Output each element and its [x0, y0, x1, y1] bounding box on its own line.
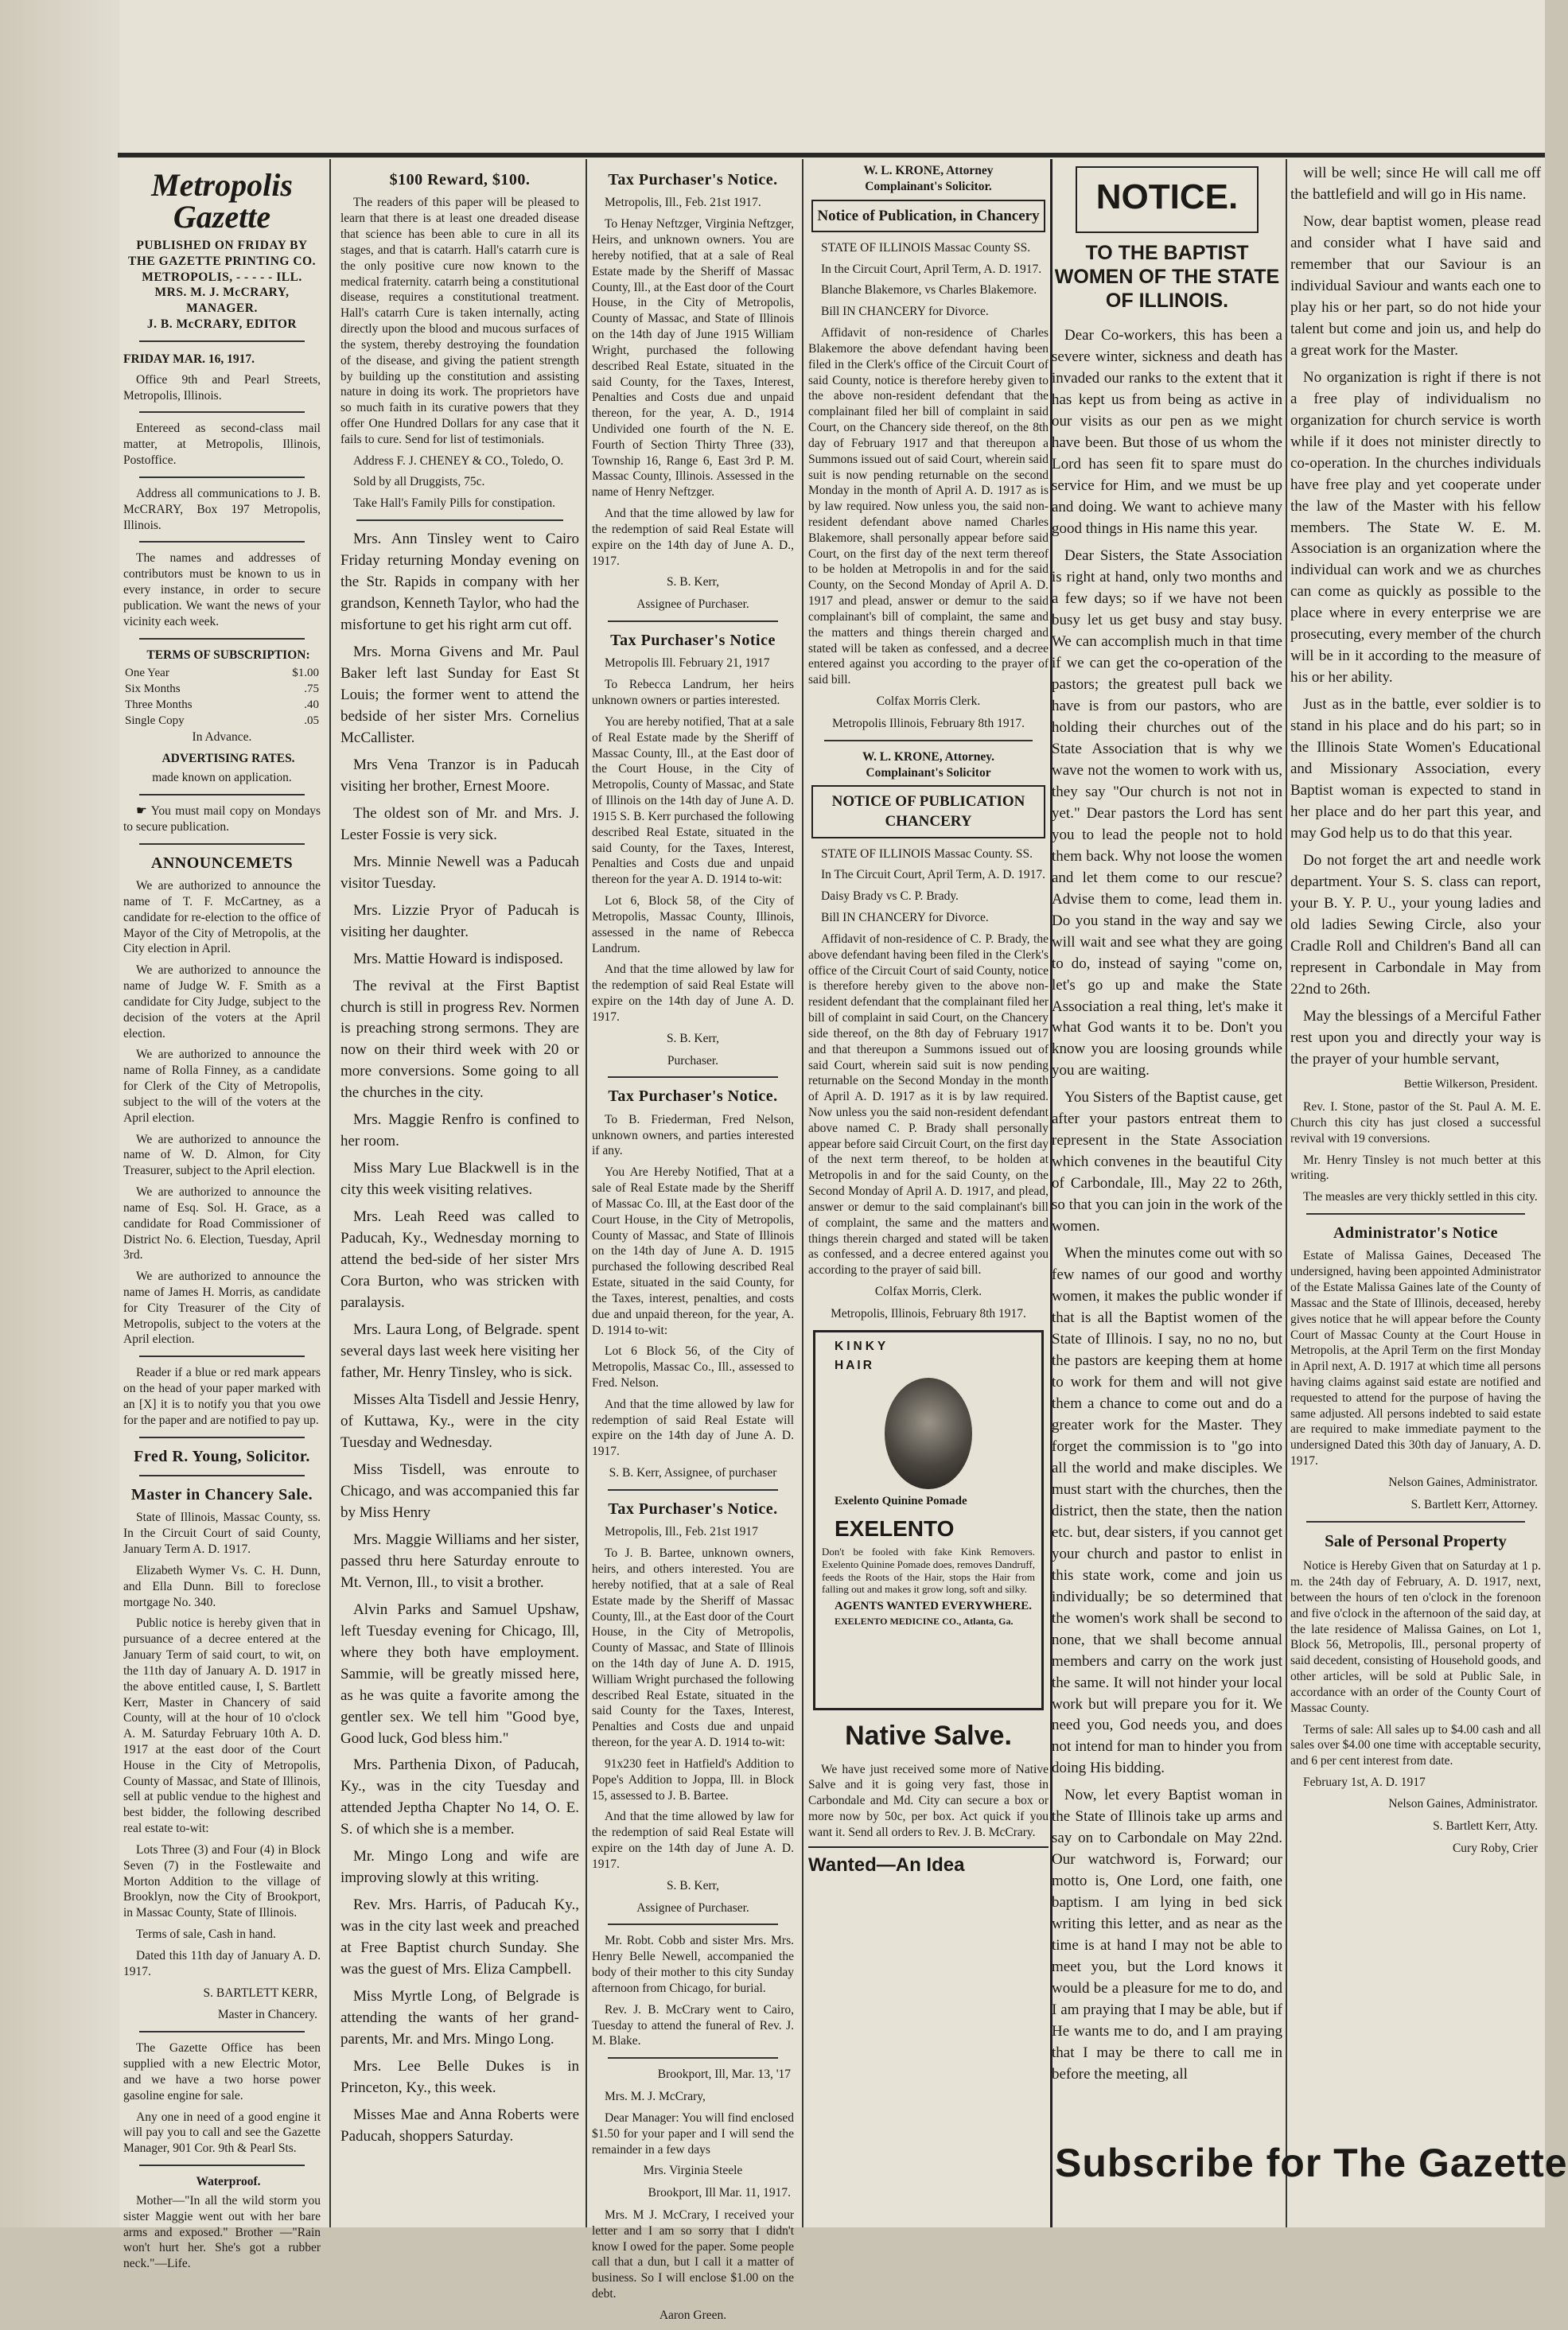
tax-para: To B. Friederman, Fred Nelson, unknown owners, and parties interested if any.	[592, 1112, 794, 1158]
publication-para: Blanche Blakemore, vs Charles Blakemore.	[821, 283, 1037, 298]
term-value: .05	[304, 714, 319, 727]
announcement: We are authorized to announce the name of Judge W. F. Smith as a candidate for City Judge, subject to the decision of the voters at the April election.	[123, 963, 321, 1041]
administrator-title: Administrator's Notice	[1333, 1223, 1499, 1242]
notice-para: Dear Co-workers, this has been a severe winter, sickness and death has invaded our ranks to the extent that it has kept us from being as active in our visits as our pen as we might have been. But those of us whom the Lord has seen fit to spare must do service for Him, and we must be up and doing. We want to achieve many good things in His name this year.	[1052, 327, 1282, 538]
pub-line: PUBLISHED ON FRIDAY BY	[136, 239, 308, 252]
divider	[139, 2031, 305, 2032]
notice-para: will be well; since He will call me off the battlefield and will go in His name.	[1290, 165, 1541, 203]
chancery-para: Elizabeth Wymer Vs. C. H. Dunn, and Ella Dunn. Bill to foreclose mortgage No. 340.	[123, 1563, 321, 1609]
publication-title: Notice of Publication, in Chancery	[811, 200, 1045, 232]
announcement: We are authorized to announce the name of Esq. Sol. H. Grace, as a candidate for Road Commissioner of District No. 6. Election, Tuesday, April 3rd.	[123, 1185, 321, 1262]
page-margin	[0, 0, 119, 2227]
ad-title: KINKY	[835, 1339, 889, 1353]
tax-para: 91x230 feet in Hatfield's Addition to Pope's Addition to Joppa, Ill. in Block 15, assessed to J. B. Bartee.	[592, 1756, 794, 1803]
local-item: Mrs. Laura Long, of Belgrade. spent several days last week here visiting her father, Mr. Henry Tinsley, who is sick.	[340, 1321, 579, 1381]
local-item: Mr. Henry Tinsley is not much better at this writing.	[1290, 1153, 1541, 1183]
ad-title: HAIR	[835, 1358, 874, 1372]
notice-para: Just as in the battle, ever soldier is to stand in his place and do his part; so in the Illinois State Women's Educational and Missionary Association, every Baptist woman is expected to stand in her place and do her part this year, and may God help us to do that this year.	[1290, 696, 1541, 842]
announcement: We are authorized to announce the name of T. F. McCartney, as a candidate for re-election to the office of Mayor of the City of Metropolis, at the City election in April.	[123, 879, 321, 956]
term-value: .75	[304, 683, 319, 696]
reward-title: $100 Reward, $100.	[389, 171, 531, 189]
local-item: Rev. J. B. McCrary went to Cairo, Tuesday to attend the funeral of Rev. J. M. Blake.	[592, 2002, 794, 2048]
masthead: Metropolis Gazette	[151, 167, 293, 235]
publication-para: STATE OF ILLINOIS Massac County SS.	[821, 240, 1031, 255]
divider	[139, 638, 305, 640]
tax-para: And that the time allowed by law for redemption of said Real Estate will expire on the 14th day of June A. D. 1917.	[592, 1397, 794, 1459]
divider	[139, 477, 305, 478]
publication-para: Affidavit of non-residence of Charles Blakemore the above defendant having been filed in the Clerk's office of the Circuit Court of said County, notice is therefore hereby given to the above non-resident defendant that the complainant filed her bill of complaint in said Court, on the Chancery side thereof, on the 8th day of February 1917 and that thereupon a Summons issued out of said Court, wherein said suit is now pending returnable on the second Monday in the month of April A. D. 1917 as is by law required. Now unless you, the said non-resident defendant above named Charles Blakemore, shall personally appear before said Court, on the first day of the next term thereof to be holden at Metropolis in and for the said County, on the Second Monday of April A. D. 1917 and plead, answer or demur to the said complainant's bill of complaint, the same and the matters and things therein charged and stated will be taken as confessed, and a decree entered against you according to the prayer of said bill.	[808, 326, 1049, 687]
tax-para: And that the time allowed by law for the redemption of said Real Estate will expire on the 14th day of June A. D., 1917.	[592, 507, 794, 568]
announcement: We are authorized to announce the name of James H. Morris, as candidate for City Treasurer of the City of Metropolis, subject to the voters at the April election.	[123, 1270, 321, 1347]
local-item: Mrs. Morna Givens and Mr. Paul Baker left last Sunday for East St Louis; the former went to attend the bedside of her sister Mrs. Cornelius McCallister.	[340, 643, 579, 746]
chancery-para: Terms of sale, Cash in hand.	[136, 1927, 276, 1942]
tax-para: Metropolis, Ill., Feb. 21st 1917	[605, 1525, 758, 1539]
term-label: Three Months	[125, 698, 193, 711]
office-address: Office 9th and Pearl Streets, Metropolis, Illinois.	[123, 372, 321, 403]
chancery-para: Dated this 11th day of January A. D. 1917.	[123, 1948, 321, 1978]
local-item: Mrs Vena Tranzor is in Paducah visiting her brother, Ernest Moore.	[340, 756, 579, 795]
chancery-para: Public notice is hereby given that in pursuance of a decree entered at the January Term of said court, to wit, on the 11th day of January A. D. 1917 in the above entitled cause, I, S. Bartlett Kerr, Master in Chancery of said County, will at the hour of 10 o'clock A. M. Saturday February 10th A. D. 1917 at the east door of the Court House in the City of Metropolis, County of Massac, and State of Illinois, sell at public vendue to the highest and best bidder, the following described real estate to-wit:	[123, 1616, 321, 1836]
term-label: Six Months	[125, 683, 181, 696]
column-rule	[802, 159, 803, 2227]
signature: Colfax Morris Clerk.	[876, 694, 981, 709]
contributors-note: The names and addresses of contributors must be known to us in every instance, in order to secure publication. We want the news of your vicinity each week.	[123, 551, 321, 628]
column-rule	[1286, 159, 1287, 2227]
ad-company: EXELENTO MEDICINE CO., Atlanta, Ga.	[835, 1615, 1014, 1627]
column-3	[592, 163, 794, 2330]
reward-para: Sold by all Druggists, 75c.	[353, 475, 485, 489]
table-row	[123, 666, 321, 682]
tax-notice-title: Tax Purchaser's Notice.	[608, 1087, 778, 1106]
local-item: Mrs. Mattie Howard is indisposed.	[353, 950, 563, 967]
attorney-name: W. L. KRONE, Attorney	[863, 164, 994, 177]
signature: S. B. Kerr, Assignee, of purchaser	[609, 1466, 777, 1480]
wanted-ad: Wanted—An Idea	[808, 1846, 1049, 1878]
column-6	[1290, 163, 1541, 1862]
sale-title: Sale of Personal Property	[1325, 1531, 1507, 1550]
pub-line: THE GAZETTE PRINTING CO.	[128, 254, 316, 268]
notice-box	[1076, 166, 1259, 233]
admin-text: Estate of Malissa Gaines, Deceased The undersigned, having been appointed Administrator of the Estate Malissa Gaines late of the County of Massac and the State of Illinois, deceased, hereby gives notice that he will appear before the County Court of Massac County at the Court House in Metropolis, at the April Term on the first Monday in April next, A. D. 1917 at which time all persons having claims against said estate are notified and requested to attend for the purpose of having the same adjusted. All persons indebted to said estate are required to make immediate payment to the undersigned Dated this 30th day of January, A. D. 1917.	[1290, 1249, 1541, 1468]
letter-signature: Mrs. Virginia Steele	[643, 2164, 743, 2178]
top-rule	[118, 153, 1545, 158]
column-rule	[329, 159, 331, 2227]
publication-title: NOTICE OF PUBLICATION CHANCERY	[811, 785, 1045, 838]
attorney-name: W. L. KRONE, Attorney.	[862, 749, 995, 764]
signature: S. B. Kerr,	[666, 1031, 720, 1045]
tax-para: To Henay Neftzger, Virginia Neftzger, Heirs, and unknown owners. You are hereby notified, that at a sale of Real Estate made by the Sheriff of Massac County, Ill., at the East door of the Court House, in the City of Metropolis, County of Massac, and State of Illinois on the 14th day of June 1915 William Wright, purchased the following described Real Estate, situated in the said County, for the Taxes, Interest, Penalties and Costs due and unpaid thereon, for the year, A. D., 1914 Undivided one fourth of the N. E. Fourth of Section Thirty Three (33), Township 16, Range 6, East 3rd P. M. Massac County, Illinois. Assessed in the name of Henry Neftzger.	[592, 217, 794, 500]
ad-tagline: Exelento Quinine Pomade	[835, 1495, 967, 1508]
local-item: Mrs. Ann Tinsley went to Cairo Friday returning Monday evening on the Str. Rapids in company with her grandson, Kenneth Taylor, who had the misfortune to get his right arm cut off.	[340, 531, 579, 633]
sale-terms: Terms of sale: All sales up to $4.00 cash and all sales over $4.00 one time with acceptable security, and 6 per cent interest from date.	[1290, 1722, 1541, 1768]
divider	[1306, 1521, 1525, 1523]
pub-line: METROPOLIS, - - - - - ILL.	[142, 270, 302, 284]
notice-para: You Sisters of the Baptist cause, get after your pastors entreat them to represent in the State Association which convenes in the beautiful City of Carbondale, Ill., May 22 to 26th, so that you can join in the work of the women.	[1052, 1089, 1282, 1235]
local-item: Rev. I. Stone, pastor of the St. Paul A. M. E. Church this city has just closed a successful revival with 19 conversions.	[1290, 1100, 1541, 1146]
local-item: Mrs. Maggie Renfro is confined to her room.	[340, 1111, 579, 1150]
subscribe-banner: Subscribe for The Gazette	[1055, 2141, 1568, 2185]
letter-heading: Brookport, Ill, Mar. 13, '17	[657, 2067, 791, 2082]
notice-para: Now, let every Baptist woman in the State of Illinois take up arms and say on to Carbondale on May 22nd. Our watchword is, Forward; our motto is, One Lord, one faith, one baptism. I am lying in bed sick writing this letter, and as near as the time is at hand I may not be able to meet you, but the Lord knows it would be a pleasure for me to do, and I am praying that I may be able, but if He wants me to do, and I am praying that I may be there to call me in before the meeting, all	[1052, 1787, 1282, 2083]
divider	[139, 2165, 305, 2166]
announcement: We are authorized to announce the name of W. D. Almon, for City Treasurer, subject to the April election.	[123, 1132, 321, 1178]
ad-brand: EXELENTO	[835, 1515, 955, 1541]
signature: Cury Roby, Crier	[1452, 1841, 1538, 1855]
publication-para: STATE OF ILLINOIS Massac County. SS.	[821, 846, 1033, 861]
local-item: Mrs. Lee Belle Dukes is in Princeton, Ky., this week.	[340, 2058, 579, 2097]
local-item: The oldest son of Mr. and Mrs. J. Lester Fossie is very sick.	[340, 804, 579, 843]
publication-para: Daisy Brady vs C. P. Brady.	[821, 889, 959, 904]
signature: Purchaser.	[667, 1053, 719, 1068]
advance-note: In Advance.	[192, 729, 252, 744]
subscription-table	[123, 666, 321, 729]
signature: Metropolis Illinois, February 8th 1917.	[832, 716, 1025, 730]
local-item: Mrs. Minnie Newell was a Paducah visitor Tuesday.	[340, 853, 579, 892]
signature: Nelson Gaines, Administrator.	[1388, 1796, 1538, 1811]
adv-rates-title: ADVERTISING RATES.	[161, 752, 295, 766]
reward-para: The readers of this paper will be pleased to learn that there is at least one dreaded disease that science has been able to cure in all its stages, and that is catarrh. Hall's catarrh cure is the only positive cure now known to the medical fraternity. catarrh being a constitutional disease, requires a constitutional treatment. Hall's catarrh Cure is taken internally, acting directly upon the blood and mucous surfaces of the system, thereby destroying the foundation of the disease, and giving the patient strength by building up the constitution and assisting nature in doing its work. The proprietors have so much faith in its curative powers that they offer One Hundred Dollars for any case that it fails to cure. Send for list of testimonials.	[340, 196, 579, 446]
local-item: Mrs. Maggie Williams and her sister, passed thru here Saturday enroute to Mt. Vernon, Ill., to visit a brother.	[340, 1531, 579, 1591]
engine-note: Any one in need of a good engine it will pay you to call and see the Gazette Manager, 901 Cor. 9th & Pearl Sts.	[123, 2110, 321, 2156]
waterproof-title: Waterproof.	[196, 2175, 261, 2189]
tax-notice-title: Tax Purchaser's Notice	[610, 632, 776, 650]
publication-para: Bill IN CHANCERY for Divorce.	[821, 911, 989, 925]
tax-para: And that the time allowed by law for the redemption of said Real Estate will expire on the 14th day of June A. D. 1917.	[592, 963, 794, 1024]
publication-para: In the Circuit Court, April Term, A. D. 1917.	[821, 262, 1042, 276]
local-item: Miss Mary Lue Blackwell is in the city this week visiting relatives.	[340, 1160, 579, 1199]
tax-para: Lot 6 Block 56, of the City of Metropolis, Massac Co., Ill., assessed to Fred. Nelson.	[592, 1344, 794, 1390]
notice-para: May the blessings of a Merciful Father rest upon you and directly your way is the prayer of your humble servant,	[1290, 1007, 1541, 1068]
ad-agents: AGENTS WANTED EVERYWHERE.	[835, 1599, 1032, 1612]
issue-date: FRIDAY MAR. 16, 1917.	[123, 352, 255, 366]
divider	[139, 1356, 305, 1357]
divider	[139, 843, 305, 845]
table-row	[123, 714, 321, 729]
divider	[139, 340, 305, 342]
notice-para: Now, dear baptist women, please read and consider what I have said and remember that our Saviour is an individual Saviour and wants each one to play his or her part, so do not hide your talent but come and join us, and help do a great work for the Master.	[1290, 212, 1541, 359]
column-4	[808, 163, 1049, 1877]
column-rule	[586, 159, 587, 2227]
signature: Assignee of Purchaser.	[636, 1900, 749, 1915]
local-item: Mr. Mingo Long and wife are improving slowly at this writing.	[340, 1848, 579, 1887]
notice-para: Do not forget the art and needle work department. Your S. S. class can report, your B. Y. P. U., your young ladies and old ladies Sewing Circle, also your Cradle Roll and Children's Band all can represent in Carbondale in May from 22nd to 26th.	[1290, 852, 1541, 998]
chancery-title: Master in Chancery Sale.	[130, 1486, 313, 1503]
publication-para: Bill IN CHANCERY for Divorce.	[821, 305, 989, 319]
divider	[608, 1489, 778, 1491]
signature: S. Bartlett Kerr, Attorney.	[1410, 1497, 1538, 1511]
divider	[608, 620, 778, 622]
reward-para: Take Hall's Family Pills for constipation.	[353, 496, 555, 511]
column-1	[123, 163, 321, 2277]
local-item: Mrs. Leah Reed was called to Paducah, Ky., Wednesday morning to attend the bed-side of her sister Mrs Cora Burton, who was stricken with paralaysis.	[340, 1208, 579, 1312]
kinky-hair-ad	[813, 1330, 1044, 1710]
term-label: One Year	[125, 667, 169, 680]
local-item: Misses Alta Tisdell and Jessie Henry, of Kuttawa, Ky., were in the city Tuesday and Wednesday.	[340, 1391, 579, 1451]
divider	[356, 519, 563, 521]
sale-date: February 1st, A. D. 1917	[1303, 1776, 1426, 1790]
letter-body: Mrs. M J. McCrary, I received your letter and I am so sorry that I didn't know I owed for the paper. Some people call that a dun, but I call it a matter of business. So I will enclose $1.00 on the debt.	[592, 2208, 794, 2301]
terms-title: TERMS OF SUBSCRIPTION:	[146, 648, 310, 662]
notice-para: No organization is right if there is not a free play of individualism no organization for church service is worth while if it does not minister directly to co-operation. In the churches individuals have free play and yet cooperate under the law of the Master with his fellow members. The State W. E. M. Association is an organization where the individual can work and we as churches can come as quickly as possible to the place where in every enterprise we are prosecuting, every member of the church will be in it according to the measure of his or her ability.	[1290, 368, 1541, 687]
solicitor-name: Fred R. Young, Solicitor.	[134, 1447, 310, 1465]
solicitor-title: Complainant's Solicitor.	[865, 179, 992, 193]
divider	[608, 1076, 778, 1078]
reader-notice: Reader if a blue or red mark appears on the head of your paper marked with an [X] it is to notify you that you owe for the paper and are notified to pay up.	[123, 1366, 321, 1427]
local-item: Mrs. Lizzie Pryor of Paducah is visiting her daughter.	[340, 901, 579, 940]
local-item: Miss Tisdell, was enroute to Chicago, and was accompanied this far by Miss Henry	[340, 1461, 579, 1521]
divider	[608, 1924, 778, 1925]
letter-heading: Brookport, Ill Mar. 11, 1917.	[648, 2186, 791, 2200]
signature: S. B. Kerr,	[666, 1878, 720, 1892]
column-2	[340, 163, 579, 2153]
divider	[139, 541, 305, 543]
signature: Bettie Wilkerson, President.	[1403, 1077, 1538, 1091]
tax-para: Metropolis Ill. February 21, 1917	[605, 656, 770, 671]
divider	[139, 411, 305, 413]
notice-para: When the minutes come out with so few names of our good and worthy women, it makes the public wonder if that is all the Baptist women of the State of Illinois. I say, no no no, but the pastors are keeping them at home to work for them and will not give them a chance to come out and do a greater work for the Master. They forget the commission is to "go into all the world and make disciples. We must start with the churches, then the district, then the state, then the nation etc. but, dear sisters, if you cannot get your church and pastor to enlist in this state work, come and join us individually; be so determined that the women's work shall be second to none, that we shall become annual members and carry on the work just the same. It will not hinder your local work but will prepare you for it. We need you, God needs you, and does not intend for man to hinder you from doing His bidding.	[1052, 1245, 1282, 1777]
ad-body: Don't be fooled with fake Kink Removers. Exelento Quinine Pomade does, removes Dandruff, feeds the Roots of the Hair, stops the Hair from falling out and makes it grow long, soft and silky.	[822, 1546, 1035, 1596]
notice-subtitle: TO THE BAPTIST WOMEN OF THE STATE OF ILLINOIS.	[1054, 242, 1280, 313]
letter-body: Dear Manager: You will find enclosed $1.50 for your paper and I will send the remainder in a few days	[592, 2110, 794, 2157]
term-value: .40	[304, 698, 319, 711]
divider	[824, 740, 1033, 741]
local-item: The measles are very thickly settled in this city.	[1303, 1190, 1538, 1204]
signature: Nelson Gaines, Administrator.	[1388, 1475, 1538, 1489]
pub-line: J. B. McCRARY, EDITOR	[146, 317, 298, 332]
publication-para: Affidavit of non-residence of C. P. Brady, the above defendant having been filed in the Clerk's office of the Circuit Court of said County, notice is therefore hereby given to the above non-resident defendant that the complainant filed her bill of complaint in said Court, on the Chancery side thereof, on the 8th day of February 1917 and that thereupon a Summons issued out of said Court, wherein said suit is now pending returnable on the Second Monday in the month of April A. D. 1917 as it is by law required. Now unless you the said non-resident defendant above named C. P. Brady shall personally appear before said Circuit Court, on the first day of the next term thereof, to be holden at Metropolis in and for the said County, on the Second Monday of April A. D. 1917, and plead, answer or demur to the said complainant's bill of complaint, the same and the matters and things therein charged and stated will be taken as confessed, and a decree entered against you according to the prayer of said bill.	[808, 932, 1049, 1278]
entered-note: Entereed as second-class mail matter, at Metropolis, Illinois, Postoffice.	[123, 422, 321, 468]
signature: Assignee of Purchaser.	[636, 597, 749, 612]
adv-rates-note: made known on application.	[152, 771, 292, 785]
motor-note: The Gazette Office has been supplied with a new Electric Motor, and we have a two horse power gasoline engine for sale.	[123, 2041, 321, 2102]
divider	[139, 1475, 305, 1476]
chancery-para: State of Illinois, Massac County, ss. In the Circuit Court of said County, January Term A. D. 1917.	[123, 1511, 321, 1557]
local-item: Mr. Robt. Cobb and sister Mrs. Mrs. Henry Belle Newell, accompanied the body of their mother to this city Sunday afternoon from Chicago, for burial.	[592, 1934, 794, 1995]
tax-para: Metropolis, Ill., Feb. 21st 1917.	[605, 196, 761, 210]
native-salve-title: Native Salve.	[845, 1720, 1012, 1751]
chancery-para: Lots Three (3) and Four (4) in Block Seven (7) in the Fostlewaite and Morton Addition to the village of Brooklyn, now the City of Brookport, in Massac County, State of Illinois.	[123, 1842, 321, 1920]
signature: Metropolis, Illinois, February 8th 1917.	[831, 1306, 1026, 1321]
tax-para: Lot 6, Block 58, of the City of Metropolis, Massac County, Illinois, assessed in the name of Rebecca Landrum.	[592, 894, 794, 955]
waterproof-joke: Mother—"In all the wild storm you sister Maggie went out with her bare arms and exposed." Brother —"Rain won't hurt her. She's got a rubber neck."—Life.	[123, 2193, 321, 2271]
local-item: The revival at the First Baptist church is still in progress Rev. Normen is preaching strong sermons. They are now on their third week with 20 or more conversions. Some going to all the churches in the city.	[340, 977, 579, 1102]
local-item: Mrs. Parthenia Dixon, of Paducah, Ky., was in the city Tuesday and attended Jeptha Chapter No 14, O. E. S. of which she is a member.	[340, 1756, 579, 1838]
tax-para: And that the time allowed by law for the redemption of said Real Estate will expire on the 14th day of June A. D. 1917.	[592, 1810, 794, 1871]
divider	[139, 1437, 305, 1438]
mail-note-text: You must mail copy on Mondays to secure publication.	[123, 804, 321, 834]
tax-notice-title: Tax Purchaser's Notice.	[608, 1500, 778, 1518]
divider	[1306, 1213, 1525, 1215]
reward-para: Address F. J. CHENEY & CO., Toledo, O.	[353, 453, 564, 468]
signature: S. Bartlett Kerr, Atty.	[1433, 1818, 1538, 1833]
portrait-image	[885, 1378, 972, 1489]
tax-para: To Rebecca Landrum, her heirs unknown owners or parties interested.	[592, 678, 794, 708]
divider	[608, 2057, 778, 2059]
local-item: Misses Mae and Anna Roberts were Paducah, shoppers Saturday.	[340, 2106, 579, 2145]
mail-note	[123, 803, 321, 835]
column-5	[1052, 163, 1282, 2091]
tax-para: You Are Hereby Notified, That at a sale of Real Estate made by the Sheriff of Massac Co. Ill, at the East door of the Court House, in the City of Metropolis, County of Massac, and State of Illinois on the 14th day of June A. D. 1915 purchased the following described Real Estate, situated in the said County, for the Taxes, interest, penalties, and costs due and unpaid thereon, for the year, A. D. 1914 to-wit:	[592, 1165, 794, 1337]
signature: Colfax Morris, Clerk.	[874, 1285, 982, 1299]
local-item: Rev. Mrs. Harris, of Paducah Ky., was in the city last week and preached at Free Baptist church Sunday. She was the guest of Mrs. Eliza Campbell.	[340, 1896, 579, 1978]
table-row	[123, 698, 321, 714]
signature: S. BARTLETT KERR,	[203, 1986, 317, 2000]
term-value: $1.00	[292, 667, 319, 680]
signature: S. B. Kerr,	[666, 575, 720, 589]
pub-line: MRS. M. J. McCRARY, MANAGER.	[154, 286, 290, 316]
notice-title: NOTICE.	[1095, 177, 1239, 216]
divider	[139, 794, 305, 795]
address-note: Address all communications to J. B. McCRARY, Box 197 Metropolis, Illinois.	[123, 486, 321, 532]
notice-para: Dear Sisters, the State Association is right at hand, only two months and a few days; so if we have not been busy let us get busy and stay busy. We can accomplish much in that time if we can get the co-operation of the pastors; the greatest pull back we have is from our pastors, who are holding their churches out of the State Association that is why we wave not the women to work with us, they say "Our church is not not in yet." Dear pastors the Lord has sent you to lead the people not to hold them back. Why not loose the women and let them come to our rescue? Advise them to come, lead them in. Do you stand in the way and say we will wait and see what they are going to do, instead of saying "come on, let's go up and make the State Association a real thing, let's make it what God wants it to be. Don't you know you are loosing grounds while you are waiting.	[1052, 547, 1282, 1079]
publication-para: In The Circuit Court, April Term, A. D. 1917.	[821, 868, 1046, 882]
term-label: Single Copy	[125, 714, 185, 727]
pointing-hand-icon: ☛	[136, 804, 151, 819]
letter-signature: Aaron Green.	[659, 2308, 727, 2322]
table-row	[123, 682, 321, 698]
sale-text: Notice is Hereby Given that on Saturday at 1 p. m. the 24th day of February, A. D. 1917, next, between the hours of ten o'clock in the forenoon and five o'clock in the afternoon of the said day, at the late residence of Malissa Gaines, on Lot 1, Block 56, Metropolis, Ill., personal property of said decedent, consisting of Household goods, and other articles, will be sold at Public Sale, in accordance with an order of the County Court of Massac County.	[1290, 1559, 1541, 1715]
tax-para: You are hereby notified, That at a sale of Real Estate made by the Sheriff of Massac County, Ill., at the East door of the Court House, in the City of Metropolis, County of Massac, and State of Illinois on the 14th day of June A. D. 1915 S. B. Kerr purchased the following described Real Estate, situated in the said County, for the Taxes, Interest, Penalties and Costs due and unpaid thereon for the year A. D. 1914 to-wit:	[592, 714, 794, 887]
local-item: Miss Myrtle Long, of Belgrade is attending the wants of her grand-parents, Mr. and Mrs. Mingo Long.	[340, 1988, 579, 2048]
tax-para: To J. B. Bartee, unknown owners, heirs, and others interested. You are hereby notified, that at a sale of Real Estate made by the Sheriff of Massac County, Ill., at the East door of the Court House, in the City of Metropolis, County of Massac, and State of Illinois on the 14th day of June A. D. 1915, William Wright purchased the following described Real Estate, situated in the said County for the Taxes, Interest, Penalties and Costs due and unpaid thereon, for the year A. D. 1914 to-wit:	[592, 1546, 794, 1750]
letter-to: Mrs. M. J. McCrary,	[605, 2090, 706, 2104]
announcements-title: ANNOUNCEMETS	[150, 854, 294, 872]
native-salve-text: We have just received some more of Native Salve and it is going very fast, those in Carbondale and Md. City can secure a box or more now by 50c, per box. Act quick if you want it. Send all orders to Rev. J. B. McCrary.	[808, 1762, 1049, 1839]
solicitor-title: Complainant's Solicitor	[866, 765, 991, 780]
signature: Master in Chancery.	[217, 2008, 317, 2022]
local-item: Alvin Parks and Samuel Upshaw, left Tuesday evening for Chicago, Ill, where they both have employment. Sammie, will be greatly missed here, as he was quite a favorite among the gentler sex. We tell him "Good bye, Good luck, God bless him."	[340, 1601, 579, 1747]
announcement: We are authorized to announce the name of Rolla Finney, as a candidate for Clerk of the City of Metropolis, subject to the will of the voters at the April election.	[123, 1048, 321, 1125]
tax-notice-title: Tax Purchaser's Notice.	[608, 171, 778, 189]
